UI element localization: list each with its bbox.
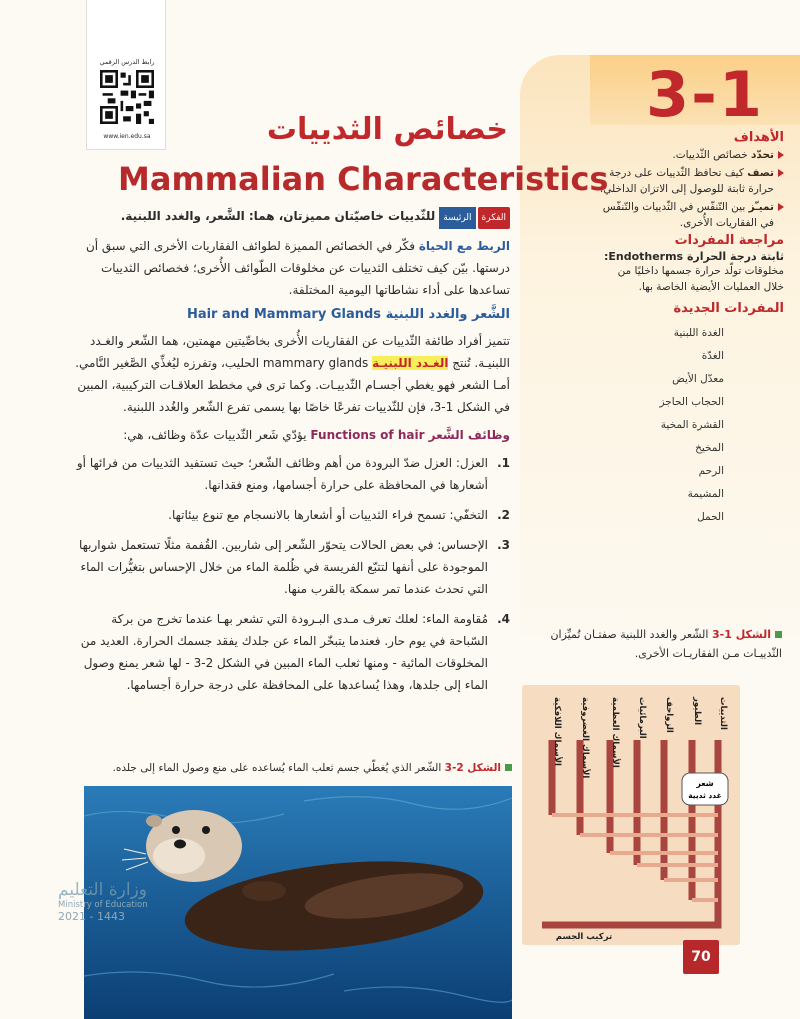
vocab-item: الغدة اللبنية (673, 327, 724, 339)
item-number: 3. (497, 538, 510, 552)
bullet-icon (778, 203, 784, 211)
ministry-name-ar: وزارة التعليم (58, 880, 147, 900)
qr-code-icon[interactable] (100, 70, 154, 124)
page-number: 70 (683, 940, 719, 974)
vocab-item: معدّل الأيض (672, 373, 724, 385)
item-text: مُقاومة الماء: لعلك تعرف مـدى البـرودة التي تشعر بهـا عندما تخرج من بركة السّباحة في يوم حار. فعندما يتبخّر الماء عن جلدك يفقد جسمك الحرارة. العديد من المخلوقات المائية - ومنها ثعلب الماء المبين في الشكل 2-3 - لها شعر يمنع وصول الماء إلى جلدها، وهذا يُساعدها على المحافظة على درجة حرارة أجسامها. (80, 612, 488, 692)
list-item (70, 452, 510, 496)
hair-paragraph (70, 330, 510, 418)
bullet-icon (778, 169, 784, 177)
real-world-paragraph (70, 235, 510, 301)
taxon-label: الأسماك اللافكية (552, 697, 562, 766)
cladogram-diagram (522, 685, 740, 945)
item-text: الإحساس: في بعض الحالات يتحوّر الشّعر إلى شاربين. القُفمة مثلًا تستعمل شواربها الموجودة على أنفها لتتبّع الفريسة في ظُلمة الماء من خلال الإحساس بتغيُّرات الماء التي تحدث عندما تمر سمكة بالقرب منها. (78, 538, 488, 596)
vocab-item: الغدّة (701, 350, 724, 362)
section-number: 3-1 (645, 58, 764, 131)
objective-item (599, 147, 784, 163)
functions-intro (70, 424, 510, 446)
list-item (70, 608, 510, 696)
trait-box (682, 773, 728, 805)
objective-item (599, 199, 784, 231)
section-heading-hair: الشَّعر والغدد اللبنية Hair and Mammary Glands (186, 307, 510, 322)
page-title-arabic: خصائص الثدييات (266, 112, 508, 147)
review-definition: مخلوقات تولّد حرارة جسمها داخليًا من خلال العمليات الأيضية الخاصة بها. (617, 265, 784, 293)
figure-2-label: الشكل 2-3 (444, 762, 501, 774)
objective-verb: تصف (747, 167, 774, 179)
ministry-year: 2021 - 1443 (58, 910, 125, 923)
objective-item (599, 165, 784, 197)
vocab-item: المخيخ (695, 442, 724, 454)
objective-text: خصائص الثّدييات. (672, 149, 752, 161)
item-number: 2. (497, 508, 510, 522)
new-vocab-list (599, 322, 784, 529)
review-vocab-heading: مراجعة المفردات (674, 233, 784, 248)
functions-lead: وظائف الشَّعر Functions of hair (310, 428, 510, 442)
bullet-icon (778, 151, 784, 159)
vocab-item: الرحم (698, 465, 724, 477)
objective-verb: تميـّز (748, 201, 774, 213)
base-label: تركيب الجسم (555, 932, 613, 942)
list-item (70, 534, 510, 600)
figure-1-caption (528, 625, 782, 663)
vocab-item: الحمل (697, 511, 724, 523)
figure-1-label: الشكل 1-3 (711, 628, 771, 641)
qr-url: www.ien.edu.sa (103, 133, 151, 140)
caption-square-icon (505, 764, 512, 771)
ministry-watermark (58, 880, 178, 923)
taxon-label: الطيور (692, 697, 702, 726)
taxon-label: البرمائيات (637, 697, 647, 739)
figure-2-text: الشّعر الذي يُغطّي جسم ثعلب الماء يُساعده على منع وصول الماء إلى جلده. (112, 762, 445, 774)
objectives-heading: الأهداف (733, 130, 784, 145)
highlighted-term: الغـدد اللبنيـة (372, 356, 449, 370)
item-text: العزل: العزل ضدّ البرودة من أهم وظائف الشّعر؛ حيث تستفيد الثدييات من فرائها أو أشعارها في المحافظة على حرارة أجسامها، ومنع فقدانها. (76, 456, 488, 492)
trait-label-glands: غدد ثديية (688, 791, 722, 800)
taxon-label: الأسماك العظمية (610, 697, 620, 768)
item-number: 1. (497, 456, 510, 470)
page-title-english: Mammalian Characteristics (118, 160, 609, 198)
real-world-text: فكّر في الخصائص المميزة لطوائف الفقاريات الأخرى التي سبق أن درستها. بيّن كيف تختلف الثدييات عن مخلوقات الطّوائف الأُخرى؛ فخصائص الثدييات تساعدها على أداء نشاطاتها اليومية المختلفة. (85, 239, 510, 297)
item-number: 4. (497, 612, 510, 626)
taxon-label: الثدييات (718, 697, 728, 730)
taxon-label: الزواحف (664, 697, 674, 733)
figure-1-text: الشّعر والغدد اللبنية صفتـان تُميِّزان الثّدييـات مـن الفقاريـات الأخرى. (550, 628, 782, 660)
caption-square-icon (775, 631, 782, 638)
figure-2-caption (86, 762, 512, 774)
new-vocab-heading: المفردات الجديدة (673, 301, 784, 316)
main-text-column (70, 205, 510, 704)
item-text: التخفّي: تسمح فراء الثدييات أو أشعارها بالانسجام مع تنوع بيئاتها. (168, 508, 488, 522)
taxon-label: الأسماك الغضروفية (580, 697, 590, 779)
qr-card[interactable] (86, 0, 166, 150)
qr-label: رابط الدرس الرقمي (99, 58, 155, 66)
ministry-name-en: Ministry of Education (58, 900, 148, 910)
review-term: ثابتة درجة الحرارة Endotherms: (603, 250, 784, 263)
main-idea-text: للثّدييات خاصيّتان مميزتان، هما: الشَّعر، والغدد اللبنية. (120, 209, 436, 223)
main-idea-tag-2: الرئيسة (439, 207, 475, 229)
cladogram-figure (522, 685, 740, 945)
objective-text: بين التّنفّس في الثّدييات والتّنفّس في الفقاريات الأُخرى. (602, 201, 774, 229)
real-world-lead: الربط مع الحياة (418, 239, 510, 253)
main-idea-tag: الفكرة (478, 207, 510, 229)
main-idea (70, 205, 510, 229)
functions-text: يؤدّي شَعر الثّدييات عدّة وظائف، هي: (123, 428, 307, 442)
list-item (70, 504, 510, 526)
objective-text: كيف تحافظ الثّدييات على درجة حرارة ثابتة للوصول إلى الاتزان الداخلي. (599, 167, 774, 195)
hair-text-b: mammary glands الحليب، وتفرزه ليُغذِّي الصَّغير النَّامي. أمـا الشعر فهو يغطي أجسـام الثّدييـات. وكما ترى في مخطط العلاقـات التركيبية، المبين في الشكل 1-3، فإن للثّدييات تفرعًا خاصًا بها يسمى تفرع الشّعر والغُدد اللبنية. (75, 356, 510, 414)
sidebar (599, 128, 784, 529)
hair-text-a: تتميز أفراد طائفة الثّدييات عن الفقاريات الأُخرى بخاصِّيتين مهمتين، هما الشّعر والغـدد اللبنيـة. تُنتج (90, 334, 510, 370)
vocab-item: الحجاب الحاجز (659, 396, 724, 408)
trait-label-hair: شعر (696, 779, 714, 788)
objective-verb: تحدّد (751, 149, 774, 161)
vocab-item: المشيمة (687, 488, 724, 500)
vocab-item: القشرة المخية (660, 419, 724, 431)
